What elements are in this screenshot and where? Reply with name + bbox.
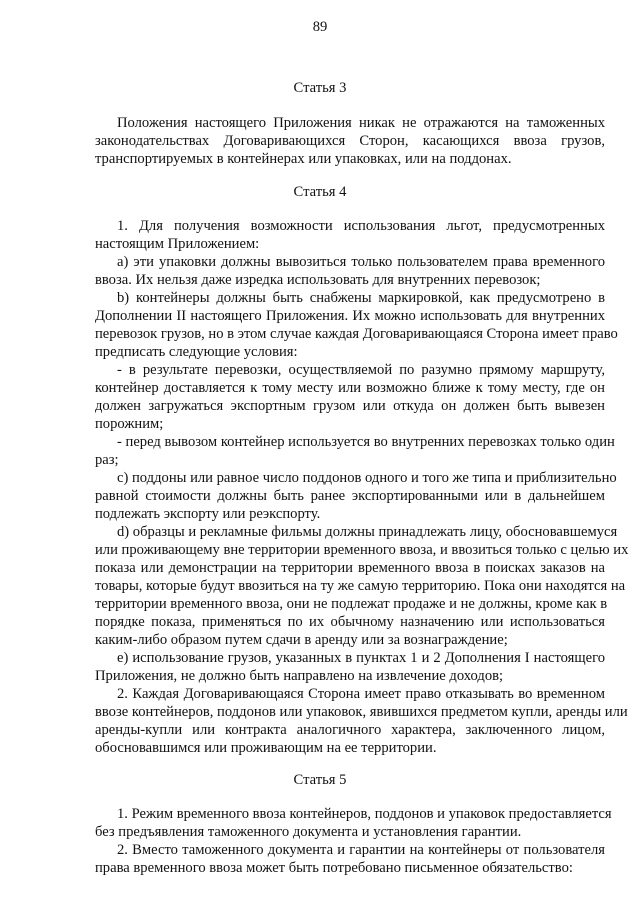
text-line: 2. Вместо таможенного документа и гарантии на контейнеры от пользователя <box>117 842 605 858</box>
text-line: контейнер доставляется к тому месту или возможно ближе к тому месту, где он <box>95 380 605 396</box>
text-line: b) контейнеры должны быть снабжены маркировкой, как предусмотрено в <box>117 290 605 306</box>
text-line: аренды-купли или контракта аналогичного характера, заключенного лицом, <box>95 722 605 738</box>
text-line: предписать следующие условия: <box>95 344 298 360</box>
text-line: Дополнении II настоящего Приложения. Их можно использовать для внутренних <box>95 308 605 324</box>
text-line: настоящим Приложением: <box>95 236 260 252</box>
text-line: транспортируемых в контейнерах или упаковках, или на поддонах. <box>95 151 512 167</box>
text-line: раз; <box>95 452 119 468</box>
text-line: Положения настоящего Приложения никак не отражаются на таможенных <box>117 115 605 131</box>
text-line: ввоза. Их нельзя даже изредка использовать для внутренних перевозок; <box>95 272 541 288</box>
text-line: 1. Режим временного ввоза контейнеров, поддонов и упаковок предоставляется <box>117 806 612 822</box>
text-line: законодательствах Договаривающихся Сторон, касающихся ввоза грузов, <box>95 133 605 149</box>
heading-article-5: Статья 5 <box>293 772 347 788</box>
text-line: равной стоимости должны быть ранее экспортированными или в дальнейшем <box>95 488 605 504</box>
text-line: территории временного ввоза, они не подлежат продаже и не должны, кроме как в <box>95 596 608 612</box>
text-line: с) поддоны или равное число поддонов одного и того же типа и приблизительно <box>117 470 617 486</box>
text-line: - в результате перевозки, осуществляемой по разумно прямому маршруту, <box>117 362 605 378</box>
text-line: d) образцы и рекламные фильмы должны принадлежать лицу, обосновавшемуся <box>117 524 618 540</box>
text-line: показа или демонстрации на территории временного ввоза в поисках заказов на <box>95 560 605 576</box>
text-line: обосновавшимся или проживающим на ее территории. <box>95 740 437 756</box>
text-line: или проживающему вне территории временного ввоза, и ввозиться только с целью их <box>95 542 629 558</box>
text-line: 1. Для получения возможности использования льгот, предусмотренных <box>117 218 605 234</box>
text-line: е) использование грузов, указанных в пунктах 1 и 2 Дополнения I настоящего <box>117 650 605 666</box>
text-line: 2. Каждая Договаривающаяся Сторона имеет право отказывать во временном <box>117 686 605 702</box>
text-line: а) эти упаковки должны вывозиться только пользователем права временного <box>117 254 605 270</box>
text-line: порожним; <box>95 416 164 432</box>
text-line: каким-либо образом путем сдачи в аренду или за вознаграждение; <box>95 632 508 648</box>
page-number: 89 <box>312 19 328 35</box>
text-line: перевозок грузов, но в этом случае каждая Договаривающаяся Сторона имеет право <box>95 326 618 342</box>
text-line: подлежать экспорту или реэкспорту. <box>95 506 321 522</box>
text-line: - перед вывозом контейнер используется во внутренних перевозках только один <box>117 434 615 450</box>
text-line: ввозе контейнеров, поддонов или упаковок, явившихся предметом купли, аренды или <box>95 704 628 720</box>
text-line: порядке показа, применяться по их обычному назначению или использоваться <box>95 614 605 630</box>
text-line: должен загружаться экспортным грузом или откуда он должен быть вывезен <box>95 398 605 414</box>
text-line: товары, которые будут ввозиться на ту же самую территорию. Пока они находятся на <box>95 578 626 594</box>
text-line: без предъявления таможенного документа и установления гарантии. <box>95 824 522 840</box>
heading-article-3: Статья 3 <box>293 80 347 96</box>
text-line: права временного ввоза может быть потребовано письменное обязательство: <box>95 860 573 876</box>
heading-article-4: Статья 4 <box>293 184 347 200</box>
text-line: Приложения, не должно быть направлено на извлечение доходов; <box>95 668 504 684</box>
